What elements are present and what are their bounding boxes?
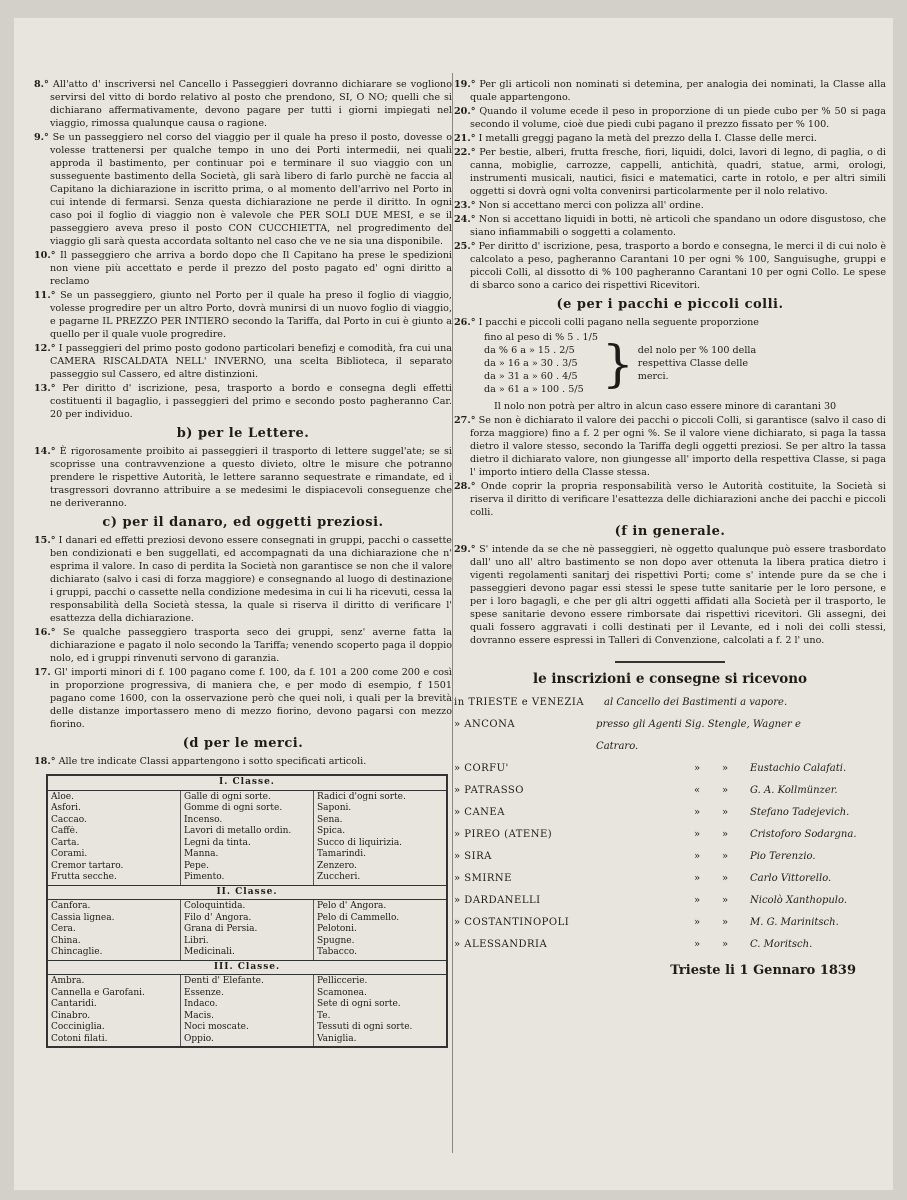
goods-item: Sena. — [317, 814, 343, 825]
office-row — [454, 912, 886, 934]
proportion-table — [484, 331, 886, 396]
goods-item: China. — [51, 935, 81, 946]
date-line: Trieste li 1 Gennaro 1839 — [670, 963, 856, 978]
goods-item: Spugne. — [317, 935, 355, 946]
goods-column — [180, 975, 313, 1046]
class-3-rows — [48, 975, 446, 1046]
office-row — [454, 802, 886, 824]
office-city: » SMIRNE — [454, 873, 512, 884]
goods-item: Cera. — [51, 924, 76, 934]
goods-item: Lavori di metallo ordin. — [184, 826, 292, 836]
office-q1: » — [694, 851, 701, 862]
class-1-rows — [48, 791, 446, 885]
proportion-line: da » 16 a » 30 . 3/5 — [484, 358, 578, 369]
office-q2: » — [722, 895, 729, 906]
office-city: » PIREO (ATENE) — [454, 829, 553, 840]
office-agent: Eustachio Calafati. — [750, 763, 847, 774]
goods-item: Essenze. — [184, 987, 224, 998]
article-19: 19.° Per gli articoli non nominati si detemina, per analogia dei nominati, la Classe alla quale appartengono. — [454, 79, 886, 103]
goods-column — [180, 900, 313, 960]
proportion-note: del nolo per % 100 della respettiva Classe delle merci. — [637, 345, 757, 382]
office-q2: » — [722, 829, 729, 840]
goods-item: Tamarindi. — [317, 849, 367, 859]
article-12: 12.° I passeggieri del primo posto godono particolari benefizj e comodità, fra cui una CAMERA RISCALDATA NELL' INVERNO, una scelta Biblioteca, il separato passeggio sul Cassero, ed altre distinzioni. — [34, 343, 452, 380]
goods-item: Aloe. — [51, 791, 74, 802]
article-27: 27.° Se non è dichiarato il valore dei pacchi o piccoli Colli, si garantisce (salvo il caso di forza maggiore) fino a f. 2 per ogni %. Se il valore viene dichiarato, si paga la tassa dietro il valore stesso, secondo la Tariffa degli oggetti preziosi. Se per altro la tassa dietro il dichiarato valore, non giungesse all' importo della respettiva Classe, si paga l' importo intiero della Classe stessa. — [454, 415, 886, 478]
office-agent: Stefano Tadejevich. — [750, 807, 850, 818]
office-agent: Nicolò Xanthopulo. — [750, 895, 848, 906]
goods-item: Caccao. — [51, 814, 87, 825]
goods-item: Zuccheri. — [317, 872, 361, 882]
separator-rule — [615, 661, 725, 663]
office-city: » PATRASSO — [454, 785, 524, 796]
office-agent: C. Moritsch. — [750, 939, 813, 950]
article-22: 22.° Per bestie, alberi, frutta fresche, fiori, liquidi, dolci, lavori di legno, di paglia, o di canna, mobiglie, carrozze, cappelli, antichità, quadri, statue, armi, orologi, instrumenti musicali, nautici, fisici e matematici, carte in rotolo, e per altri simili oggetti si dovrà ogni volta convenirsi particolarmente per il nolo relativo. — [454, 147, 886, 197]
goods-item: Cinabro. — [51, 1010, 91, 1021]
office-city: » DARDANELLI — [454, 895, 541, 906]
office-q2: » — [722, 851, 729, 862]
office-q2 — [859, 714, 886, 758]
office-via — [604, 890, 694, 912]
goods-item: Pimento. — [184, 872, 225, 882]
article-13: 13.° Per diritto d' iscrizione, pesa, trasporto a bordo e consegna degli effetti costituenti il bagaglio, i passeggieri del primo e secondo posto pagheranno Car. 20 per individuo. — [34, 383, 452, 420]
office-via — [604, 758, 694, 780]
proportion-line: da » 61 a » 100 . 5/5 — [484, 384, 584, 395]
office-q2: » — [722, 807, 729, 818]
class-2-rows — [48, 900, 446, 960]
office-q2: » — [722, 763, 729, 774]
proportion-line: fino al peso di % 5 . 1/5 — [484, 332, 598, 343]
goods-item: Caffè. — [51, 826, 78, 836]
goods-item: Medicinali. — [184, 947, 235, 957]
office-q2 — [815, 692, 843, 714]
goods-item: Pelotoni. — [317, 924, 357, 934]
goods-item: Cannella e Garofani. — [51, 987, 145, 998]
office-q2: » — [722, 785, 729, 796]
goods-item: Frutta secche. — [51, 872, 117, 882]
goods-item: Cantaridi. — [51, 999, 97, 1009]
goods-item: Tessuti di ogni sorte. — [317, 1022, 413, 1032]
goods-item: Filo d' Angora. — [184, 912, 252, 923]
goods-item: Indaco. — [184, 999, 218, 1009]
office-agent: M. G. Marinitsch. — [750, 917, 839, 928]
office-q1: « — [694, 785, 701, 796]
article-14: 14.° È rigorosamente proibito ai passeggieri il trasporto di lettere suggel'ate; se si scoprisse una contravvenzione a questo divieto, oltre le misure che potranno prendere le rispettive Autorità, le lettere saranno sequestrate e rimandate, ed i trasgressori dovranno attribuire a se medesimi le dispiacevoli conseguenze che ne deriveranno. — [34, 446, 452, 509]
office-q1: » — [694, 763, 701, 774]
office-q1: » — [694, 829, 701, 840]
office-via: al Cancello dei Bastimenti a vapore. — [604, 697, 788, 708]
office-row — [454, 890, 886, 912]
office-city: » ALESSANDRIA — [454, 939, 548, 950]
class-1-header: I. Classe. — [48, 776, 446, 791]
office-via — [604, 868, 694, 890]
article-10: 10.° Il passeggiero che arriva a bordo dopo che Il Capitano ha prese le spedizioni non viene più accettato e perde il prezzo del posto pagato ed' ogni diritto a reclamo — [34, 250, 453, 287]
office-via — [604, 802, 694, 824]
goods-column — [48, 791, 180, 885]
office-via — [604, 780, 694, 802]
goods-item: Incenso. — [184, 814, 223, 825]
office-q1: » — [694, 807, 701, 818]
article-24: 24.° Non si accettano liquidi in botti, nè articoli che spandano un odore disgustoso, che siano infiammabili o soggetti a colamento. — [454, 214, 886, 238]
goods-column — [313, 791, 446, 885]
office-row — [454, 824, 886, 846]
office-city: in TRIESTE e VENEZIA — [454, 697, 585, 708]
office-agent: Carlo Vittorello. — [750, 873, 832, 884]
goods-item: Grana di Persia. — [184, 924, 258, 934]
goods-item: Pelo di Cammello. — [317, 912, 400, 923]
goods-item: Denti d' Elefante. — [184, 976, 264, 986]
office-q2: » — [722, 873, 729, 884]
class-3-header: III. Classe. — [48, 960, 446, 976]
goods-item: Manna. — [184, 849, 219, 859]
office-agent: Pio Terenzio. — [750, 851, 816, 862]
article-20: 20.° Quando il volume ecede il peso in proporzione di un piede cubo per % 50 si paga secondo il volume, cioè due piedi cubi pagano il prezzo fissato per % 100. — [454, 106, 886, 130]
article-17: 17. Gl' importi minori di f. 100 pagano come f. 100, da f. 101 a 200 come 200 e così in proporzione progressiva, di maniera che, e per modo di esempio, f 1501 pagano come 1600, con la osservazione però che quei noli, i quali per la brevità delle distanze importassero meno di mezzo fiorino, devono pagarsi con mezzo fiorino. — [34, 667, 452, 730]
offices-list — [454, 692, 886, 956]
office-city: » SIRA — [454, 851, 492, 862]
right-column — [454, 78, 886, 977]
goods-item: Cassia lignea. — [51, 912, 115, 923]
office-agent: Cristoforo Sodargna. — [750, 829, 857, 840]
office-row — [454, 934, 886, 956]
goods-item: Radici d'ogni sorte. — [317, 791, 406, 802]
office-via — [604, 824, 694, 846]
article-25: 25.° Per diritto d' iscrizione, pesa, trasporto a bordo e consegna, le merci il di cui nolo è calcolato a peso, pagheranno Carantani 10 per ogni % 100, Sanguisughe, gruppi e piccoli Colli, al dissotto di % 100 pagheranno Carantani 10 per ogni Collo. Le spese di sbarco sono a carico dei rispettivi Ricevitori. — [454, 241, 886, 291]
goods-item: Pelliccerie. — [317, 976, 368, 986]
office-city: » CORFU' — [454, 763, 509, 774]
office-row — [454, 714, 886, 758]
goods-item: Canfora. — [51, 901, 91, 911]
office-agent: G. A. Kollmünzer. — [750, 785, 838, 796]
goods-item: Spica. — [317, 826, 346, 836]
document-page — [14, 18, 893, 1190]
article-8: 8.° All'atto d' inscriversi nel Cancello i Passeggieri dovranno dichiarare se vogliono servirsi del vitto di bordo relativo al posto che prendono, SI, O NO; quelli che si dichiarano affermativamente, devono pagare per tutti i giorni impiegati nel viaggio, rimossa qualunque causa o ragione. — [34, 79, 452, 129]
office-via: presso gli Agenti Sig. Stengle, Wagner e Catraro. — [596, 719, 801, 752]
section-heading-lettere: b) per le Lettere. — [176, 426, 310, 441]
office-q1: » — [694, 873, 701, 884]
brace-icon: } — [601, 334, 634, 393]
office-q1: » — [694, 917, 701, 928]
proportion-line: da » 31 a » 60 . 4/5 — [484, 371, 578, 382]
goods-item: Oppio. — [184, 1033, 214, 1044]
goods-column — [48, 975, 180, 1046]
goods-item: Pepe. — [184, 860, 209, 871]
goods-item: Noci moscate. — [184, 1022, 249, 1032]
goods-item: Tabacco. — [317, 947, 357, 957]
goods-item: Saponi. — [317, 803, 352, 813]
left-column — [34, 78, 452, 1048]
proportion-line: da % 6 a » 15 . 2/5 — [484, 345, 575, 356]
goods-item: Cremor tartaro. — [51, 860, 124, 871]
section-heading-danaro: c) per il danaro, ed oggetti preziosi. — [102, 515, 384, 530]
goods-item: Corami. — [51, 849, 88, 859]
article-15: 15.° I danari ed effetti preziosi devono essere consegnati in gruppi, pacchi o cassette ben condizionati e ben suggellati, ed accompagnati da una dichiarazione che n' esprima il valore. In caso di perdita la Società non garantisce se non che il valore dichiarato (salvo i casi di forza maggiore) e consegnando al luogo di destinazione i gruppi, pacchi o cassette nella condizione medesima in cui li ha ricevuti, cessa la responsabilità della Società stessa, la quale si riserva il diritto di verificare l' esattezza della dichiarazione. — [34, 535, 452, 624]
goods-item: Chincaglie. — [51, 947, 103, 957]
article-11: 11.° Se un passeggiero, giunto nel Porto per il quale ha preso il foglio di viaggio, volesse progredire per un altro Porto, dovrà munirsi di un nuovo foglio di viaggio, e pagarne IL PREZZO PER INTIERO secondo la Tariffa, dal Porto in cui è giunto a quello per il quale vuole progredire. — [34, 290, 452, 340]
office-q2: » — [722, 917, 729, 928]
office-row — [454, 780, 886, 802]
goods-item: Vaniglia. — [317, 1033, 357, 1044]
goods-item: Coloquintida. — [184, 901, 246, 911]
office-city: » COSTANTINOPOLI — [454, 917, 570, 928]
office-q1: » — [694, 895, 701, 906]
offices-title: le inscrizioni e consegne si ricevono — [532, 671, 808, 687]
office-via — [604, 934, 694, 956]
goods-item: Gomme di ogni sorte. — [184, 803, 283, 813]
goods-item: Cotoni filati. — [51, 1033, 108, 1044]
goods-item: Legni da tinta. — [184, 837, 251, 848]
goods-item: Ambra. — [51, 976, 85, 986]
goods-item: Zenzero. — [317, 860, 357, 871]
article-26-note: Il nolo non potrà per altro in alcun caso essere minore di carantani 30 — [494, 401, 837, 412]
goods-item: Te. — [317, 1010, 331, 1021]
goods-item: Succo di liquirizia. — [317, 837, 403, 848]
section-heading-merci: (d per le merci. — [182, 736, 304, 751]
goods-item: Carta. — [51, 837, 80, 848]
article-9: 9.° Se un passeggiero nel corso del viaggio per il quale ha preso il posto, dovesse o volesse trattenersi per qualche tempo in uno dei Porti intermedii, nei quali approda il bastimento, per continuar poi e terminare il suo viaggio con un susseguente bastimento della Società, gli sarà libero di farlo purchè ne faccia al Capitano la dichiarazione in iscritto prima, o al momento dell'arrivo nel Porto in cui intende di fermarsi. Senza questa dichiarazione ne perde il diritto. In ogni caso poi il foglio di viaggio non è valevole che PER SOLI DUE MESI, e se il passeggiero aveva preso il posto CON CUCCHIETTA, nel progredimento del viaggio gli sarà questa accordata soltanto nel caso che ve ne sia una disponibile. — [34, 132, 452, 247]
office-city: » ANCONA — [454, 719, 516, 730]
goods-item: Asfori. — [51, 803, 81, 813]
goods-item: Pelo d' Angora. — [317, 901, 387, 911]
goods-column — [180, 791, 313, 885]
office-row — [454, 692, 886, 714]
article-18: 18.° Alle tre indicate Classi appartengono i sotto specificati articoli. — [34, 756, 367, 767]
goods-column — [313, 900, 446, 960]
article-26: 26.° I pacchi e piccoli colli pagano nella seguente proporzione — [454, 317, 759, 328]
office-q1 — [833, 714, 860, 758]
article-21: 21.° I metalli greggj pagano la metà del prezzo della I. Classe delle merci. — [454, 133, 817, 144]
office-q1: » — [694, 939, 701, 950]
goods-column — [48, 900, 180, 960]
office-city: » CANEA — [454, 807, 505, 818]
proportion-lines — [484, 331, 598, 396]
office-via — [604, 846, 694, 868]
goods-item: Sete di ogni sorte. — [317, 999, 401, 1009]
office-via — [604, 912, 694, 934]
goods-column — [313, 975, 446, 1046]
section-heading-generale: (f in generale. — [614, 524, 726, 539]
class-2-header: II. Classe. — [48, 885, 446, 901]
goods-item: Libri. — [184, 935, 209, 946]
office-q2: » — [722, 939, 729, 950]
goods-item: Cocciniglia. — [51, 1022, 105, 1032]
goods-item: Macis. — [184, 1010, 214, 1021]
goods-item: Galle di ogni sorte. — [184, 791, 271, 802]
office-row — [454, 758, 886, 780]
article-29: 29.° S' intende da se che nè passeggieri, nè oggetto qualunque può essere trasbordato dall' uno all' altro bastimento se non dopo aver ottenuta la libera pratica dietro i vigenti regolamenti sanitarj dei rispettivi Porti; come s' intende pure da se che i passeggieri devono pagar essi stessi le spese tutte sanitarie per le loro persone, e per i loro bagagli, e che per gli altri oggetti affidati alla Società per il trasporto, le spese sanitarie devono essere rimborsate dai rispettivi ricevitori. Gli assegni, dei quali fossero aggravati i colli destinati per il Levante, ed i noli dei colli stessi, dovranno essere espressi in Talleri di Convenzione, calcolati a f. 2 l' uno. — [454, 544, 886, 646]
article-16: 16.° Se qualche passeggiero trasporta seco dei gruppi, senz' averne fatta la dichiarazione e pagato il nolo secondo la Tariffa; venendo scoperto paga il doppio nolo, ed i gruppi rinvenuti servono di garanzia. — [34, 627, 452, 664]
article-28: 28.° Onde coprir la propria responsabilità verso le Autorità costituite, la Società si riserva il diritto di verificare l'esattezza delle dichiarazioni anche dei pacchi e piccoli colli. — [454, 481, 886, 518]
office-row — [454, 868, 886, 890]
column-divider — [452, 73, 453, 1153]
goods-item: Scamonea. — [317, 987, 367, 998]
office-row — [454, 846, 886, 868]
goods-classes-table — [46, 774, 448, 1048]
office-q1 — [787, 692, 815, 714]
article-23: 23.° Non si accettano merci con polizza all' ordine. — [454, 200, 704, 211]
section-heading-pacchi: (e per i pacchi e piccoli colli. — [556, 297, 784, 312]
